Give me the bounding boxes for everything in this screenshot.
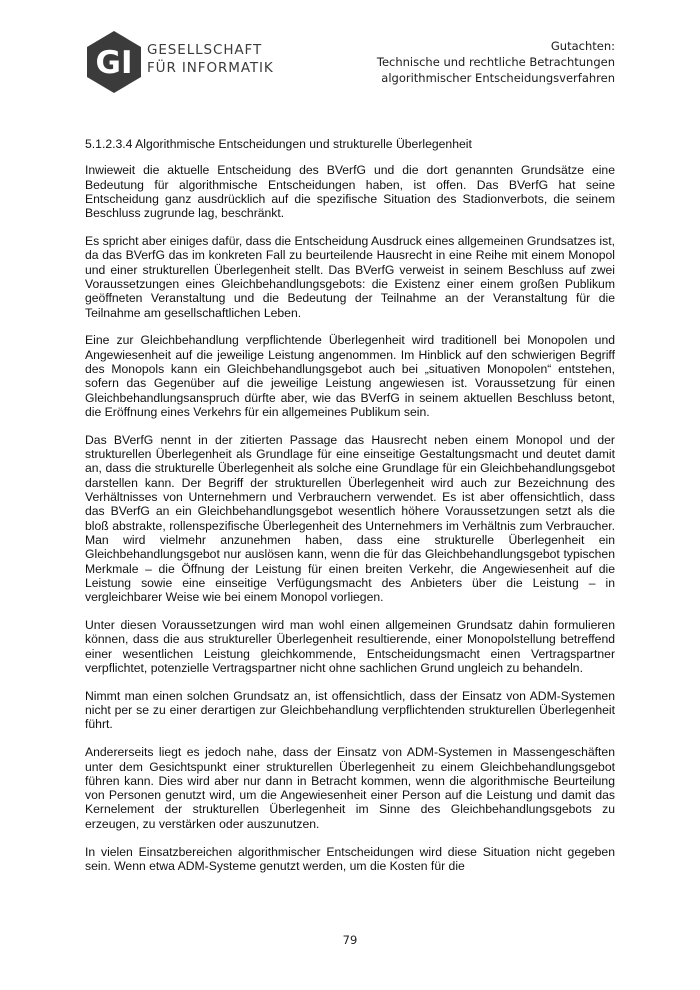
paragraph-7: Andererseits liegt es jedoch nahe, dass der Einsatz von ADM-Systemen in Massengeschäften unter dem Gesichtspunkt einer strukturellen Überlegenheit zu einem Gleichbehandlungsgebot führen kann. Dies wird aber nur dann in Betracht kommen, wenn die algorithmische Beurteilung von Personen genutzt wird, um die Angewiesenheit einer Person auf die Leistung und damit das Kernelement der strukturellen Überlegenheit im Sinne des Gleichbehandlungsgebots zu erzeugen, zu verstärken oder auszunutzen. xyxy=(85,745,615,831)
paragraph-2: Es spricht aber einiges dafür, dass die Entscheidung Ausdruck eines allgemeinen Grundsatzes ist, da das BVerfG das im konkreten Fall zu beurteilende Hausrecht in eine Reihe mit einem Monopol und einer strukturellen Überlegenheit stellt. Das BVerfG verweist in seinem Beschluss auf zwei Voraussetzungen eines Gleichbehandlungsgebots: die Existenz einer einem großen Publikum geöffneten Veranstaltung und die Bedeutung der Teilnahme an der Veranstaltung für die Teilnahme am gesellschaftlichen Leben. xyxy=(85,234,615,320)
gi-logo xyxy=(84,30,284,94)
svg-text:GI: GI xyxy=(95,45,133,81)
header-line2: Technische und rechtliche Betrachtungen xyxy=(376,55,615,69)
document-header-title xyxy=(377,38,615,86)
header-line3: algorithmischer Entscheidungsverfahren xyxy=(381,71,615,85)
paragraph-1: Inwieweit die aktuelle Entscheidung des BVerfG und die dort genannten Grundsätze eine Bedeutung für algorithmische Entscheidungen haben, ist offen. Das BVerfG hat seine Entscheidung ganz ausdrücklich auf die spezifische Situation des Stadionverbots, die seinem Beschluss zugrunde lag, beschränkt. xyxy=(85,163,615,221)
paragraph-3: Eine zur Gleichbehandlung verpflichtende Überlegenheit wird traditionell bei Monopolen und Angewiesenheit auf die jeweilige Leistung angenommen. Im Hinblick auf den schwierigen Begriff des Monopols kann ein Gleichbehandlungsgebot auch bei „situativen Monopolen“ entstehen, sofern das Gegenüber auf die jeweilige Leistung angewiesen ist. Voraussetzung für einen Gleichbehandlungsanspruch dürfte aber, wie das BVerfG in seinem aktuellen Beschluss betont, die Eröffnung eines Verkehrs für ein allgemeines Publikum sein. xyxy=(85,333,615,419)
org-name-line1: GESELLSCHAFT xyxy=(147,42,263,58)
main-content xyxy=(85,137,615,887)
page-number: 79 xyxy=(342,933,358,947)
org-name-line2: FÜR INFORMATIK xyxy=(147,60,274,76)
paragraph-8: In vielen Einsatzbereichen algorithmischer Entscheidungen wird diese Situation nicht gegeben sein. Wenn etwa ADM-Systeme genutzt werden, um die Kosten für die xyxy=(85,844,615,873)
org-name xyxy=(147,41,274,77)
paragraph-5: Unter diesen Voraussetzungen wird man wohl einen allgemeinen Grundsatz dahin formulieren können, dass die aus struktureller Überlegenheit resultierende, einer Monopolstellung betreffend einer wesentlichen Leistung gleichkommende, Entscheidungsmacht einen Vertragspartner verpflichtet, potenzielle Vertragspartner nicht ohne sachlichen Grund ungleich zu behandeln. xyxy=(85,617,615,675)
gi-logo-mark-icon xyxy=(84,30,144,94)
section-heading: 5.1.2.3.4 Algorithmische Entscheidungen und strukturelle Überlegenheit xyxy=(85,137,472,151)
paragraph-6: Nimmt man einen solchen Grundsatz an, ist offensichtlich, dass der Einsatz von ADM-Systemen nicht per se zu einer derartigen zur Gleichbehandlung verpflichtenden strukturellen Überlegenheit führt. xyxy=(85,688,615,732)
header-line1: Gutachten: xyxy=(550,39,615,53)
paragraph-4: Das BVerfG nennt in der zitierten Passage das Hausrecht neben einem Monopol und der strukturellen Überlegenheit als Grundlage für eine einseitige Gestaltungsmacht und deutet damit an, dass die strukturelle Überlegenheit als solche eine Grundlage für ein Gleichbehandlungsgebot darstellen kann. Der Begriff der strukturellen Überlegenheit wird auch zur Bezeichnung des Verhältnisses von Unternehmern und Verbrauchern verwendet. Es ist aber offensichtlich, dass das BVerfG an ein Gleichbehandlungsgebot wesentlich höhere Voraussetzungen setzt als die bloß abstrakte, rollenspezifische Überlegenheit des Unternehmers im Verhältnis zum Verbraucher. Man wird vielmehr anzunehmen haben, dass eine strukturelle Überlegenheit ein Gleichbehandlungsgebot nur auslösen kann, wenn die für das Gleichbehandlungsgebot typischen Merkmale – die Öffnung der Leistung für einen breiten Verkehr, die Angewiesenheit auf die Leistung sowie eine einseitige Verfügungsmacht des Anbieters über die Leistung – in vergleichbarer Weise wie bei einem Monopol vorliegen. xyxy=(85,432,615,605)
